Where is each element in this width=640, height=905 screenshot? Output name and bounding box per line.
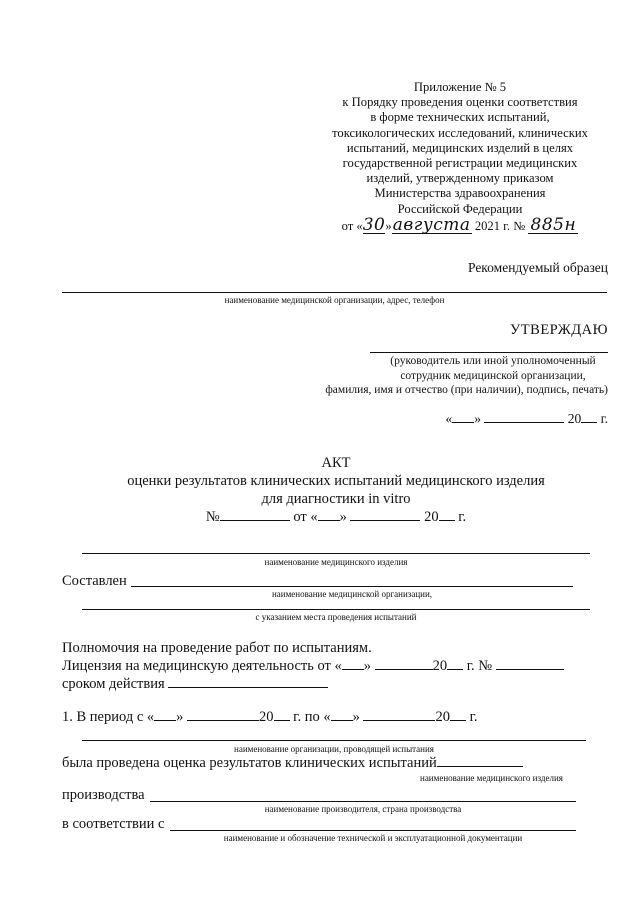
period-close-2: »: [352, 709, 360, 725]
manufacturer-caption: наименование производителя, страна производства: [264, 804, 462, 814]
approve-caption-2: сотрудник медицинской организации,: [400, 369, 586, 382]
accordance-line: [170, 830, 576, 831]
period-line: [62, 709, 478, 726]
accordance-label: в соответствии с: [62, 816, 165, 832]
evaluation-text: была проведена оценка результатов клинических испытаний: [62, 755, 437, 771]
act-subtitle-2: для диагностики in vitro: [261, 491, 411, 507]
composed-caption-1: наименование медицинской организации,: [271, 589, 433, 599]
approve-caption-1: (руководитель или иной уполномоченный: [390, 355, 596, 367]
evaluation-line: [62, 755, 523, 772]
period-close-1: »: [176, 709, 184, 725]
order-number: 885н: [528, 218, 578, 234]
approve-line: [370, 352, 608, 353]
annex-line: к Порядку проведения оценки соответствия: [342, 95, 578, 110]
act-from: от «: [293, 509, 318, 525]
approve-date: [445, 411, 608, 427]
period-year-1: 20: [259, 709, 274, 725]
annex-line: изделий, утвержденному приказом: [366, 171, 554, 186]
license-prefix: Лицензия на медицинскую деятельность от «: [62, 658, 342, 674]
composed-caption-2: с указанием места проведения испытаний: [255, 612, 417, 622]
annex-line: государственной регистрации медицинских: [342, 156, 578, 171]
org-caption: наименование медицинской организации, адрес, телефон: [224, 295, 445, 305]
approve-date-year: 20: [567, 411, 582, 426]
place-line: [82, 609, 590, 610]
period-g: г.: [469, 709, 478, 725]
composed-line: [131, 586, 573, 587]
act-title: АКТ: [321, 455, 351, 471]
order-date-mid: »: [385, 218, 392, 233]
license-year: 20: [432, 658, 448, 674]
license-line: [62, 658, 564, 675]
composed-label: Составлен: [62, 573, 127, 589]
approve-title: УТВЕРЖДАЮ: [510, 322, 608, 338]
annex-block: [300, 80, 620, 234]
evaluation-device-caption: наименование медицинского изделия: [420, 773, 563, 783]
testing-org-caption: наименование организации, проводящей испытания: [234, 744, 434, 754]
device-line: [82, 553, 590, 554]
org-line: [62, 292, 607, 293]
testing-org-line: [82, 740, 586, 741]
period-to: г. по «: [293, 709, 331, 725]
annex-line: Российской Федерации: [397, 201, 523, 216]
order-date-day: 30: [362, 214, 386, 235]
validity-line: [62, 676, 328, 693]
period-year-2: 20: [435, 709, 450, 725]
act-g: г.: [458, 509, 467, 525]
order-date-line: [300, 214, 620, 235]
approve-caption: [308, 354, 608, 398]
annex-line: Приложение № 5: [413, 80, 507, 94]
act-subtitle-1: оценки результатов клинических испытаний медицинского изделия: [127, 473, 545, 489]
approve-caption-3: фамилия, имя и отчество (при наличии), подпись, печать): [325, 384, 608, 396]
annex-line: Министерства здравоохранения: [374, 186, 546, 201]
order-date-month: августа: [392, 214, 471, 235]
order-date-year: 2021 г. №: [474, 218, 526, 233]
order-date-prefix: от «: [341, 218, 363, 233]
powers-line: Полномочия на проведение работ по испытаниям.: [62, 640, 372, 656]
approve-date-close: »: [474, 411, 481, 426]
production-line: [150, 801, 576, 802]
act-number-prefix: №: [205, 509, 220, 525]
approve-date-g: г.: [600, 411, 608, 426]
validity-label: сроком действия: [62, 676, 165, 692]
annex-line: токсикологических исследований, клинических: [332, 125, 588, 140]
annex-line: испытаний, медицинских изделий в целях: [346, 140, 574, 155]
license-g: г. №: [466, 658, 493, 674]
period-prefix: 1. В период с «: [62, 709, 155, 725]
device-caption: наименование медицинского изделия: [264, 557, 408, 567]
act-close: »: [339, 509, 347, 525]
recommended-sample: Рекомендуемый образец: [467, 260, 608, 275]
act-number-line: [60, 509, 612, 526]
license-close: »: [363, 658, 371, 674]
annex-line: в форме технических испытаний,: [370, 110, 550, 125]
approve-date-open: «: [445, 411, 453, 426]
production-label: производства: [62, 787, 145, 803]
docs-caption: наименование и обозначение технической и эксплуатационной документации: [223, 833, 523, 843]
act-year: 20: [424, 509, 439, 525]
